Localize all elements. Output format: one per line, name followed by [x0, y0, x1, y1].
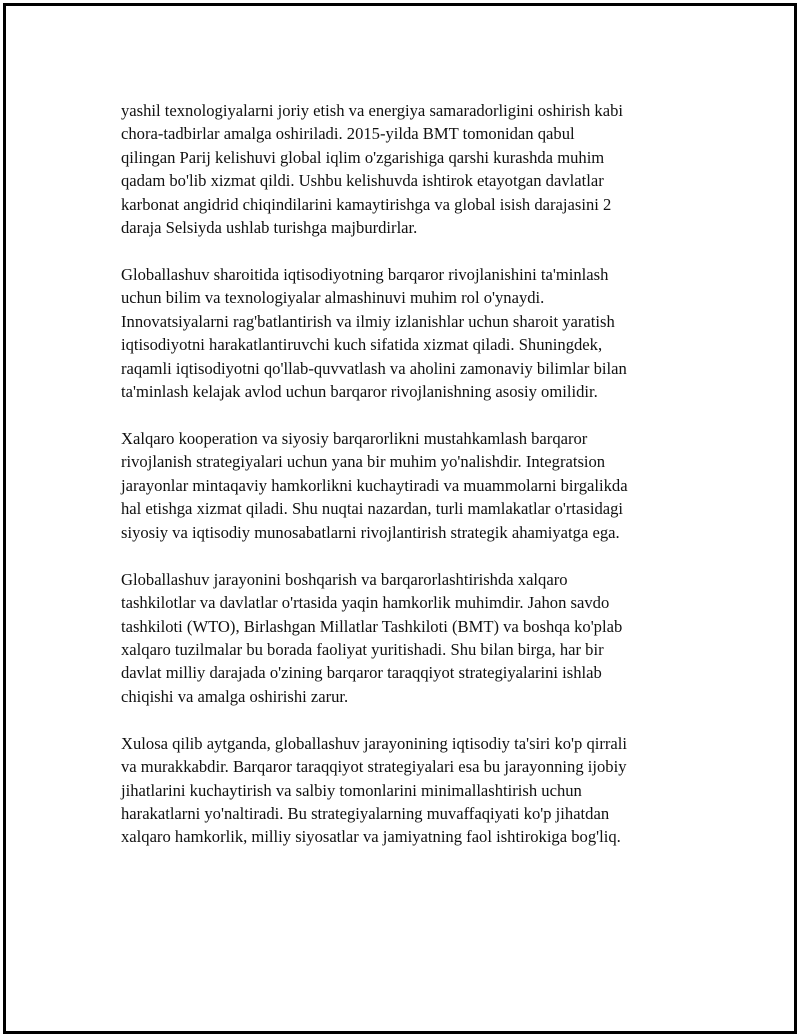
text-line: ta'minlash kelajak avlod uchun barqaror rivojlanishning asosiy omilidir. — [121, 382, 598, 402]
text-line: tashkilotlar va davlatlar o'rtasida yaqin hamkorlik muhimdir. Jahon savdo — [121, 593, 610, 613]
text-line: iqtisodiyotni harakatlantiruvchi kuch sifatida xizmat qiladi. Shuningdek, — [121, 335, 603, 355]
text-line: uchun bilim va texnologiyalar almashinuvi muhim rol o'ynaydi. — [121, 288, 545, 308]
text-line: harakatlarni yo'naltiradi. Bu strategiyalarning muvaffaqiyati ko'p jihatdan — [121, 803, 610, 823]
text-line: jihatlarini kuchaytirish va salbiy tomonlarini minimallashtirish uchun — [121, 780, 582, 800]
paragraph-5 — [121, 732, 701, 849]
text-line: chora-tadbirlar amalga oshiriladi. 2015-yilda BMT tomonidan qabul — [121, 124, 575, 144]
text-line: siyosiy va iqtisodiy munosabatlarni rivojlantirish strategik ahamiyatga ega. — [121, 522, 620, 542]
text-line: Xulosa qilib aytganda, globallashuv jarayonining iqtisodiy ta'siri ko'p qirrali — [121, 733, 628, 753]
text-line: karbonat angidrid chiqindilarini kamaytirishga va global isish darajasini 2 — [121, 194, 612, 214]
text-line: yashil texnologiyalarni joriy etish va energiya samaradorligini oshirish kabi — [121, 101, 624, 120]
text-line: rivojlanish strategiyalari uchun yana bir muhim yo'nalishdir. Integratsion — [121, 452, 606, 472]
text-line: daraja Selsiyda ushlab turishga majburdirlar. — [121, 218, 418, 238]
text-line: tashkiloti (WTO), Birlashgan Millatlar Tashkiloti (BMT) va boshqa ko'plab — [121, 616, 623, 636]
text-line: qadam bo'lib xizmat qildi. Ushbu kelishuvda ishtirok etayotgan davlatlar — [121, 171, 604, 191]
text-line: Xalqaro kooperation va siyosiy barqarorlikni mustahkamlash barqaror — [121, 429, 588, 449]
paragraph-1 — [121, 99, 701, 239]
page-frame — [3, 3, 797, 1034]
text-line: Globallashuv jarayonini boshqarish va barqarorlashtirishda xalqaro — [121, 569, 568, 589]
paragraph-2 — [121, 263, 701, 403]
text-line: chiqishi va amalga oshirishi zarur. — [121, 686, 349, 706]
text-line: xalqaro hamkorlik, milliy siyosatlar va jamiyatning faol ishtirokiga bog'liq. — [121, 827, 621, 847]
text-line: va murakkabdir. Barqaror taraqqiyot strategiyalari esa bu jarayonning ijobiy — [121, 757, 627, 777]
paragraph-4 — [121, 568, 701, 708]
paragraph-3 — [121, 427, 701, 544]
text-line: raqamli iqtisodiyotni qo'llab-quvvatlash va aholini zamonaviy bilimlar bilan — [121, 358, 627, 378]
text-line: Globallashuv sharoitida iqtisodiyotning barqaror rivojlanishini ta'minlash — [121, 265, 609, 285]
document-body — [121, 99, 701, 872]
text-line: hal etishga xizmat qiladi. Shu nuqtai nazardan, turli mamlakatlar o'rtasidagi — [121, 499, 624, 519]
text-line: Innovatsiyalarni rag'batlantirish va ilmiy izlanishlar uchun sharoit yaratish — [121, 311, 615, 331]
text-line: qilingan Parij kelishuvi global iqlim o'zgarishiga qarshi kurashda muhim — [121, 147, 605, 167]
text-line: xalqaro tuzilmalar bu borada faoliyat yuritishadi. Shu bilan birga, har bir — [121, 639, 604, 659]
text-line: davlat milliy darajada o'zining barqaror taraqqiyot strategiyalarini ishlab — [121, 663, 602, 683]
text-line: jarayonlar mintaqaviy hamkorlikni kuchaytiradi va muammolarni birgalikda — [121, 475, 628, 495]
